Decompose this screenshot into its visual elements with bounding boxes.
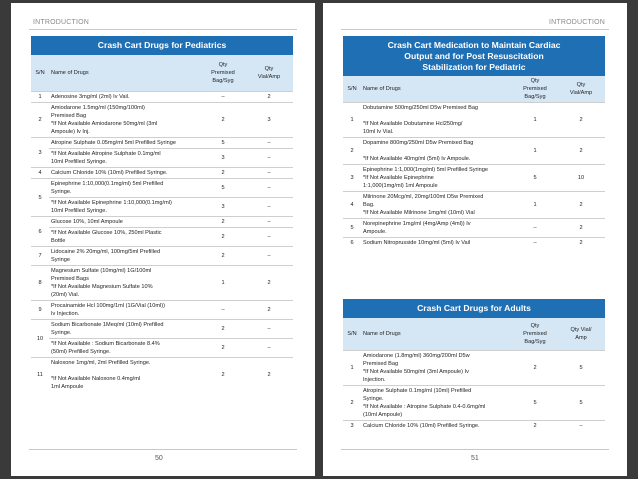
row-sn: 1 [343, 351, 361, 386]
page-header: INTRODUCTION [33, 19, 90, 26]
table-row [31, 301, 293, 320]
drug-name: Lidocaine 2% 20mg/ml, 100mg/5ml Prefilled Syringe [49, 247, 201, 266]
drug-name: Epinephrine 1:10,000(0.1mg/ml) 5ml Prefilled Syringe. [49, 179, 201, 198]
qty-premixed: 1 [513, 103, 557, 138]
table-row [343, 138, 605, 165]
drug-name: Procainamide Hcl 100mg/1ml (1G/Vial (10ml)) Iv Injection. [49, 301, 201, 320]
qty-premixed: 2 [513, 421, 557, 432]
qty-vial: 2 [245, 266, 293, 301]
qty-premixed: 2 [513, 351, 557, 386]
qty-premixed: 2 [201, 358, 245, 393]
qty-premixed: 2 [201, 247, 245, 266]
table-row [343, 192, 605, 219]
row-sn: 8 [31, 266, 49, 301]
column-header: Name of Drugs [49, 55, 201, 92]
qty-premixed: 2 [201, 217, 245, 228]
table-row [343, 421, 605, 432]
qty-vial: 10 [557, 165, 605, 192]
drug-name: Atropine Sulphate 0.05mg/ml 5ml Prefilled Syringe [49, 138, 201, 149]
qty-vial: 2 [245, 301, 293, 320]
right-page [323, 3, 627, 476]
header-rule [341, 29, 609, 30]
drug-name: Amiodarone (1.8mg/ml) 360mg/200ml D5w Premixed Bag *If Not Available 50mg/ml (3ml Ampoule) Iv Injection. [361, 351, 513, 386]
qty-vial: – [245, 198, 293, 217]
drug-name: Naloxone 1mg/ml, 2ml Prefilled Syringe. *If Not Available Naloxone 0.4mg/ml 1ml Ampoule [49, 358, 201, 393]
qty-vial: 2 [557, 238, 605, 249]
row-sn: 5 [31, 179, 49, 217]
table-row [31, 179, 293, 198]
table-title: Crash Cart Medication to Maintain Cardiac Output and for Post Resuscitation Stabilization for Pediatric [343, 36, 605, 76]
qty-premixed: 2 [201, 339, 245, 358]
left-page [11, 3, 315, 476]
table-row [31, 266, 293, 301]
qty-premixed: – [513, 219, 557, 238]
row-sn: 4 [343, 192, 361, 219]
qty-premixed: 2 [201, 103, 245, 138]
column-header: Qty Vial/Amp [557, 76, 605, 103]
qty-premixed: 1 [513, 192, 557, 219]
cardiac-output-table [343, 36, 605, 248]
qty-premixed: 2 [201, 168, 245, 179]
qty-premixed: – [201, 92, 245, 103]
drug-name: *If Not Available Glucose 10%, 250ml Plastic Bottle [49, 228, 201, 247]
column-header: Qty Vial/ Amp [557, 318, 605, 351]
qty-vial: – [245, 228, 293, 247]
qty-premixed: 3 [201, 198, 245, 217]
row-sn: 6 [31, 217, 49, 247]
qty-premixed: 5 [513, 386, 557, 421]
qty-premixed: 1 [513, 138, 557, 165]
table-row [343, 386, 605, 421]
table-row [31, 339, 293, 358]
qty-vial: – [245, 179, 293, 198]
qty-vial: 5 [557, 351, 605, 386]
column-header: Qty Premixed Bag/Syg [201, 55, 245, 92]
column-header: S/N [343, 76, 361, 103]
drug-name: Sodium Bicarbonate 1Meq/ml (10ml) Prefilled Syringe. [49, 320, 201, 339]
drug-name: Magnesium Sulfate (10mg/ml) 1G/100ml Premixed Bags *If Not Available Magnesium Sulfate 10% (20ml) Vial. [49, 266, 201, 301]
table-title: Crash Cart Drugs for Pediatrics [31, 36, 293, 55]
table-row [343, 219, 605, 238]
qty-vial: 2 [557, 103, 605, 138]
qty-vial: 2 [557, 219, 605, 238]
qty-premixed: – [201, 301, 245, 320]
table-row [31, 138, 293, 149]
column-header: S/N [343, 318, 361, 351]
table-row [31, 228, 293, 247]
drug-name: Glucose 10%, 10ml Ampoule [49, 217, 201, 228]
table-row [31, 198, 293, 217]
drug-name: Dobutamine 500mg/250ml D5w Premixed Bag *If Not Available Dobutamine Hcl250mg/ 10ml Iv Vial. [361, 103, 513, 138]
drug-name: *If Not Available Atropine Sulphate 0.1mg/ml 10ml Prefilled Syringe. [49, 149, 201, 168]
drug-name: Epinephrine 1:1,000(1mg/ml) 5ml Prefilled Syringe *If Not Available Epinephrine 1:1,000(1mg/ml) 1ml Ampoule [361, 165, 513, 192]
row-sn: 3 [31, 138, 49, 168]
qty-vial: – [245, 247, 293, 266]
qty-premixed: 2 [201, 320, 245, 339]
row-sn: 9 [31, 301, 49, 320]
qty-vial: – [245, 168, 293, 179]
table-row [343, 103, 605, 138]
qty-premixed: 5 [201, 138, 245, 149]
qty-premixed: – [513, 238, 557, 249]
adult-drugs-table [343, 299, 605, 431]
drug-name: *If Not Available : Sodium Bicarbonate 8.4% (50ml) Prefilled Syringe. [49, 339, 201, 358]
qty-vial: – [245, 138, 293, 149]
table-row [31, 149, 293, 168]
qty-vial: – [245, 339, 293, 358]
table-row [31, 217, 293, 228]
column-header: S/N [31, 55, 49, 92]
drug-name: Norepinephrine 1mg/ml (4mg/Amp (4ml)) Iv Ampoule. [361, 219, 513, 238]
row-sn: 1 [31, 92, 49, 103]
table-row [31, 247, 293, 266]
drug-name: Adenosine 3mg/ml (2ml) Iv Vail. [49, 92, 201, 103]
column-header: Qty Premixed Bag/Syg [513, 76, 557, 103]
table-row [343, 238, 605, 249]
page-number: 50 [155, 455, 163, 462]
row-sn: 2 [31, 103, 49, 138]
row-sn: 11 [31, 358, 49, 393]
qty-vial: – [245, 217, 293, 228]
qty-premixed: 3 [201, 149, 245, 168]
qty-premixed: 1 [201, 266, 245, 301]
row-sn: 2 [343, 138, 361, 165]
row-sn: 7 [31, 247, 49, 266]
row-sn: 6 [343, 238, 361, 249]
qty-vial: 2 [245, 358, 293, 393]
footer-rule [29, 449, 297, 450]
qty-vial: 2 [557, 138, 605, 165]
column-header: Qty Vial/Amp [245, 55, 293, 92]
row-sn: 4 [31, 168, 49, 179]
qty-premixed: 5 [513, 165, 557, 192]
qty-vial: 5 [557, 386, 605, 421]
drug-name: Amiodarone 1.5mg/ml (150mg/100ml) Premixed Bag *If Not Available Amiodarone 50mg/ml (3ml Ampoule) Iv Inj. [49, 103, 201, 138]
qty-vial: – [245, 149, 293, 168]
header-rule [29, 29, 297, 30]
row-sn: 1 [343, 103, 361, 138]
table-row [31, 103, 293, 138]
row-sn: 3 [343, 421, 361, 432]
qty-premixed: 2 [201, 228, 245, 247]
qty-vial: 3 [245, 103, 293, 138]
drug-name: Milrinone 20Mcg/ml, 20mg/100ml D5w Premixed Bag. *If Not Available Milrinone 1mg/ml (10ml) Vial [361, 192, 513, 219]
table-row [31, 92, 293, 103]
footer-rule [341, 449, 609, 450]
qty-premixed: 5 [201, 179, 245, 198]
page-header: INTRODUCTION [548, 19, 605, 26]
drug-name: *If Not Available Epinephrine 1:10,000(0.1mg/ml) 10ml Prefilled Syringe. [49, 198, 201, 217]
table-title: Crash Cart Drugs for Adults [343, 299, 605, 318]
table-row [31, 168, 293, 179]
row-sn: 5 [343, 219, 361, 238]
table-row [31, 320, 293, 339]
page-number: 51 [471, 455, 479, 462]
pediatric-drugs-table [31, 36, 293, 392]
row-sn: 10 [31, 320, 49, 358]
row-sn: 2 [343, 386, 361, 421]
qty-vial: – [557, 421, 605, 432]
table-row [343, 351, 605, 386]
drug-name: Sodium Nitroprusside 10mg/ml (5ml) Iv Vail [361, 238, 513, 249]
table-row [343, 165, 605, 192]
drug-name: Calcium Chloride 10% (10ml) Prefilled Syringe. [49, 168, 201, 179]
drug-name: Calcium Chloride 10% (10ml) Prefilled Syringe. [361, 421, 513, 432]
column-header: Qty Premixed Bag/Syg [513, 318, 557, 351]
row-sn: 3 [343, 165, 361, 192]
column-header: Name of Drugs [361, 318, 513, 351]
table-row [31, 358, 293, 393]
qty-vial: 2 [245, 92, 293, 103]
column-header: Name of Drugs [361, 76, 513, 103]
drug-name: Dopamine 800mg/250ml D5w Premixed Bag *If Not Available 40mg/ml (5ml) Iv Ampoule. [361, 138, 513, 165]
qty-vial: 2 [557, 192, 605, 219]
qty-vial: – [245, 320, 293, 339]
drug-name: Atropine Sulphate 0.1mg/ml (10ml) Prefilled Syringe. *If Not Available : Atropine Sulphate 0.4-0.6mg/ml (10ml Ampoule) [361, 386, 513, 421]
